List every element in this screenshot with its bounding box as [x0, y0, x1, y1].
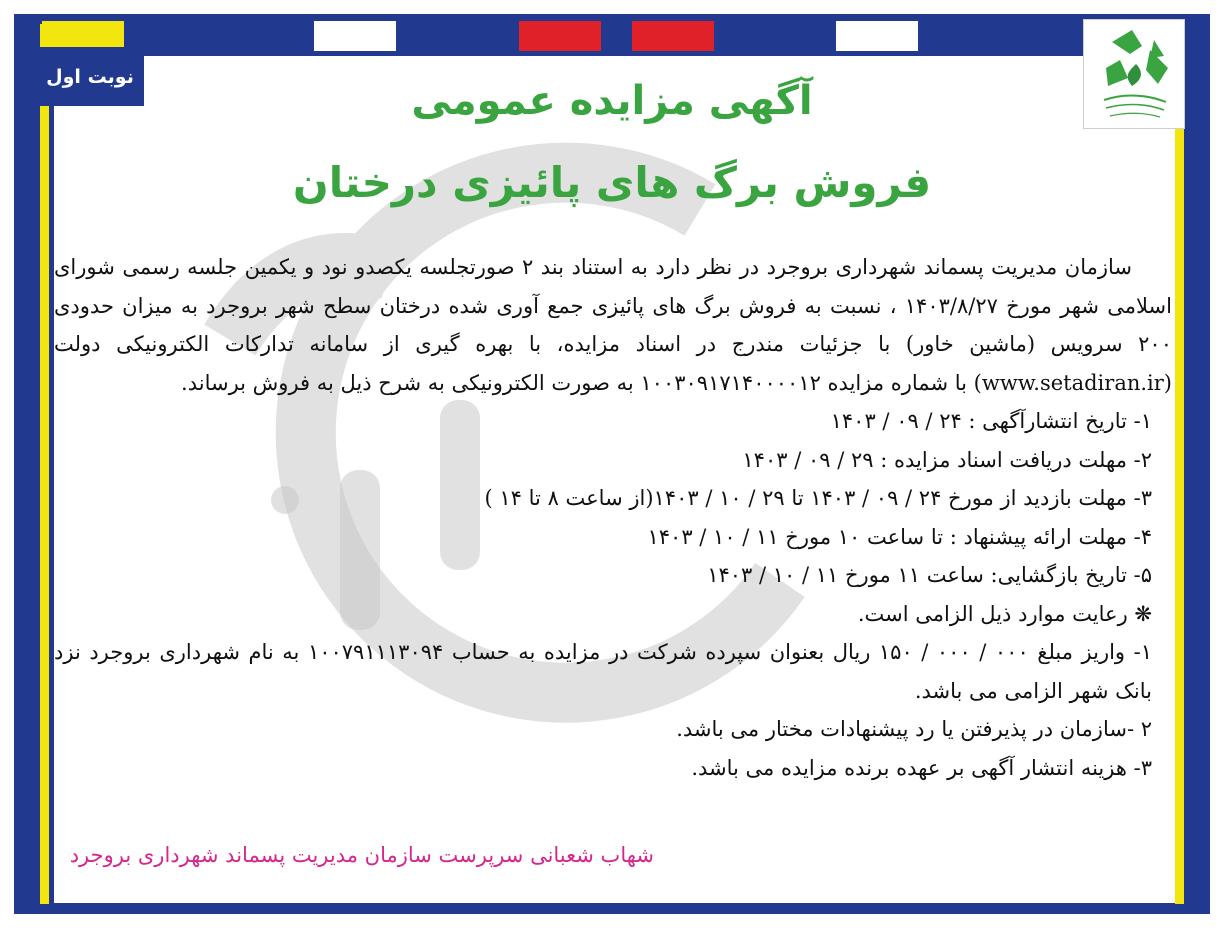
condition-item: ۳- هزینه انتشار آگهی بر عهده برنده مزایده می باشد. — [691, 755, 1152, 780]
ad-subtitle: فروش برگ های پائیزی درختان — [292, 158, 932, 207]
red-chip — [519, 21, 601, 51]
red-chip — [632, 21, 714, 51]
ad-body — [54, 248, 1172, 787]
top-band — [14, 14, 1210, 56]
requirements-note: ❋ رعایت موارد ذیل الزامی است. — [857, 601, 1152, 626]
list-item: ۵- تاریخ بازگشایی: ساعت ۱۱ مورخ ۱۱ / ۱۰ / ۱۴۰۳ — [707, 563, 1152, 587]
list-item: ۳- مهلت بازدید از مورخ ۲۴ / ۰۹ / ۱۴۰۳ تا ۲۹ / ۱۰ / ۱۴۰۳(از ساعت ۸ تا ۱۴ ) — [484, 486, 1152, 510]
white-chip — [836, 21, 918, 51]
ad-title: آگهی مزایده عمومی — [411, 78, 813, 124]
left-yellow-stripe — [40, 24, 49, 904]
intro-paragraph: سازمان مدیریت پسماند شهرداری بروجرد در نظر دارد به استناد بند ۲ صورتجلسه یکصدو نود و یکمین جلسه رسمی شورای اسلامی شهر مورخ ۱۴۰۳/۸/۲۷ ، نسبت به فروش برگ های پائیزی جمع آوری شده درختان سطح شهر بروجرد به میزان حدودی ۲۰۰ سرویس (ماشین خاور) با جزئیات مندرج در اسناد مزایده، با بهره گیری از سامانه تدارکات الکترونیکی دولت (www.setadiran.ir) با شماره مزایده ۱۰۰۳۰۹۱۷۱۴۰۰۰۰۱۲ به صورت الکترونیکی به شرح ذیل به فروش برساند. — [54, 255, 1172, 395]
list-item: ۲- مهلت دریافت اسناد مزایده : ۲۹ / ۰۹ / ۱۴۰۳ — [742, 447, 1152, 472]
list-item: ۱- تاریخ انتشارآگهی : ۲۴ / ۰۹ / ۱۴۰۳ — [830, 409, 1152, 433]
condition-item: ۲ -سازمان در پذیرفتن یا رد پیشنهادات مختار می باشد. — [676, 717, 1152, 741]
right-yellow-stripe — [1175, 24, 1184, 904]
signature: شهاب شعبانی سرپرست سازمان مدیریت پسماند شهرداری بروجرد — [69, 843, 654, 867]
condition-item: ۱- واریز مبلغ ۰۰۰ / ۰۰۰ / ۱۵۰ ریال بعنوان سپرده شرکت در مزایده به حساب ۱۰۰۷۹۱۱۱۳۰۹۴ به نام شهرداری بروجرد نزد بانک شهر الزامی می باشد. — [54, 640, 1152, 703]
edition-badge: نوبت اول — [36, 47, 144, 106]
white-chip — [314, 21, 396, 51]
list-item: ۴- مهلت ارائه پیشنهاد : تا ساعت ۱۰ مورخ ۱۱ / ۱۰ / ۱۴۰۳ — [647, 524, 1152, 549]
